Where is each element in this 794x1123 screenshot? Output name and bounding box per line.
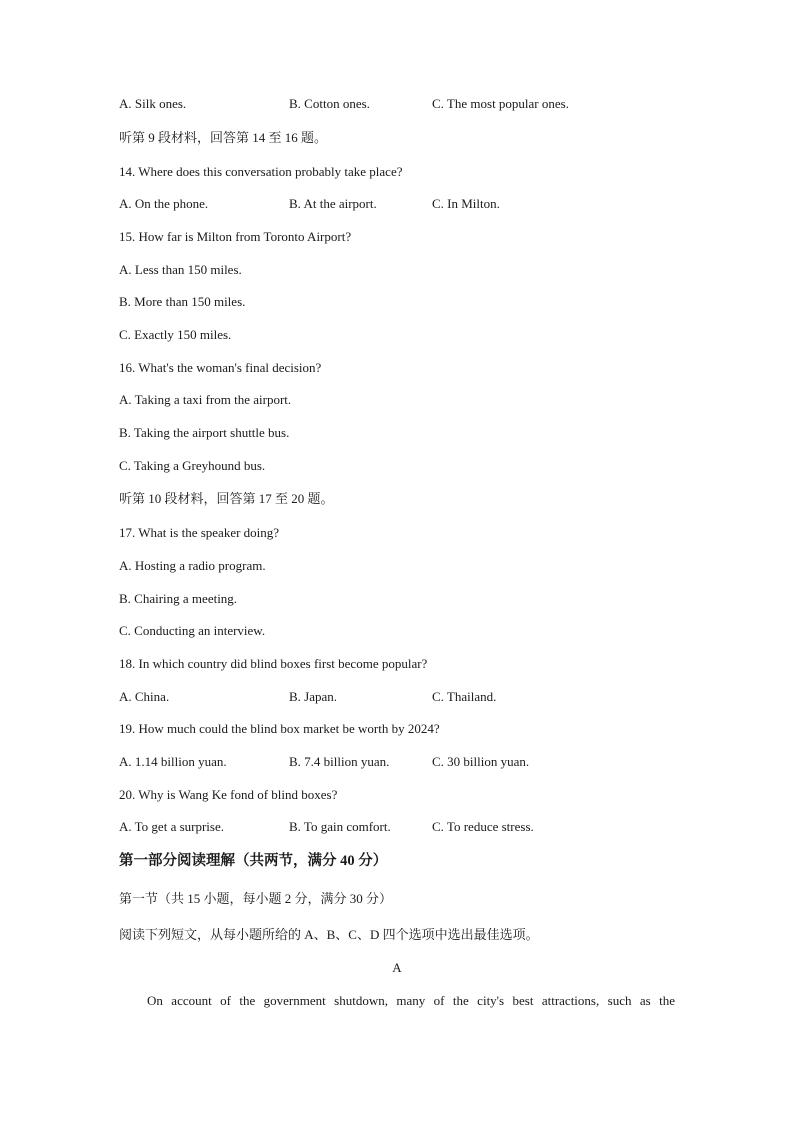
q18-options — [119, 688, 679, 706]
q15-option-c: C. Exactly 150 miles. — [119, 327, 232, 342]
section-instruction-9: 听第 9 段材料，回答第 14 至 16 题。 — [119, 130, 328, 145]
q17-option-b: B. Chairing a meeting. — [119, 591, 238, 606]
q17-option-c: C. Conducting an interview. — [119, 623, 266, 638]
question-20: 20. Why is Wang Ke fond of blind boxes? — [119, 787, 338, 802]
q16-option-c: C. Taking a Greyhound bus. — [119, 458, 266, 473]
option-b: B. At the airport. — [289, 196, 377, 211]
q16-option-a: A. Taking a taxi from the airport. — [119, 392, 292, 407]
q15-option-b: B. More than 150 miles. — [119, 294, 246, 309]
option-c: C. To reduce stress. — [432, 819, 534, 834]
passage-label: A — [392, 960, 402, 975]
option-a: A. China. — [119, 689, 170, 704]
option-b: B. Japan. — [289, 689, 338, 704]
q17-option-a: A. Hosting a radio program. — [119, 558, 266, 573]
option-a: A. To get a surprise. — [119, 819, 224, 834]
option-c: C. In Milton. — [432, 196, 500, 211]
option-a: A. Silk ones. — [119, 96, 187, 111]
reading-instruction: 阅读下列短文，从每小题所给的 A、B、C、D 四个选项中选出最佳选项。 — [119, 927, 539, 942]
option-b: B. 7.4 billion yuan. — [289, 754, 390, 769]
q13-options — [119, 95, 679, 113]
question-15: 15. How far is Milton from Toronto Airport? — [119, 229, 352, 244]
q19-options — [119, 753, 679, 771]
option-a: A. On the phone. — [119, 196, 209, 211]
question-19: 19. How much could the blind box market be worth by 2024? — [119, 721, 440, 736]
option-c: C. 30 billion yuan. — [432, 754, 530, 769]
question-14: 14. Where does this conversation probably take place? — [119, 164, 403, 179]
part-heading: 第一部分阅读理解（共两节，满分 40 分） — [119, 853, 388, 869]
option-c: C. Thailand. — [432, 689, 497, 704]
question-17: 17. What is the speaker doing? — [119, 525, 280, 540]
section-instruction-10: 听第 10 段材料，回答第 17 至 20 题。 — [119, 491, 334, 506]
q20-options — [119, 818, 679, 836]
q16-option-b: B. Taking the airport shuttle bus. — [119, 425, 290, 440]
option-c: C. The most popular ones. — [432, 96, 569, 111]
option-b: B. To gain comfort. — [289, 819, 391, 834]
option-a: A. 1.14 billion yuan. — [119, 754, 227, 769]
question-16: 16. What's the woman's final decision? — [119, 360, 322, 375]
q15-option-a: A. Less than 150 miles. — [119, 262, 242, 277]
passage-text: On account of the government shutdown, many of the city's best attractions, such as the — [147, 993, 675, 1008]
section-heading: 第一节（共 15 小题，每小题 2 分，满分 30 分） — [119, 891, 393, 906]
question-18: 18. In which country did blind boxes first become popular? — [119, 656, 428, 671]
q14-options — [119, 195, 679, 213]
option-b: B. Cotton ones. — [289, 96, 370, 111]
